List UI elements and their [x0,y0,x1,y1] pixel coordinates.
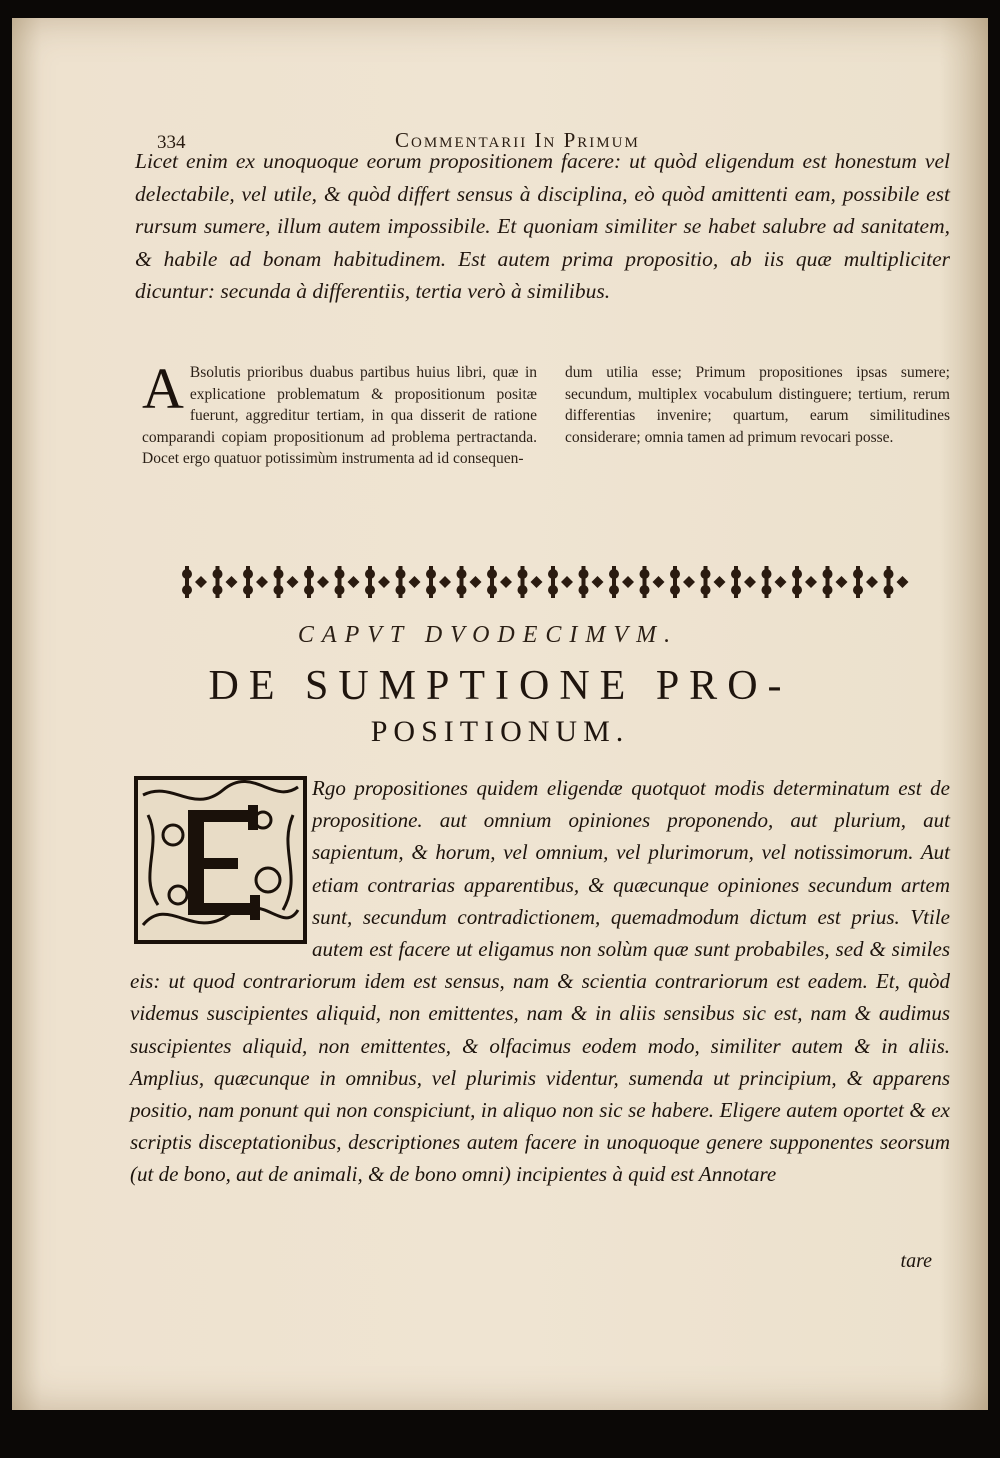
commentary-left-text: Bsolutis prioribus duabus partibus huius libri, quæ in explicatione problematum & propositionum positæ fuerunt, aggreditur tertiam, in qua disserit de ratione comparandi copiam propositionum ad problema pertractanda. Docet ergo quatuor potissimùm instrumenta ad id consequen- [142,364,537,467]
ornament-unit [365,566,390,598]
ornament-unit [487,566,512,598]
ornament-unit [243,566,268,598]
catchword: tare [900,1250,932,1272]
ornament-unit [762,566,787,598]
ornament-unit [335,566,360,598]
page-number: 334 [157,132,186,153]
ornament-unit [701,566,726,598]
ornament-unit [853,566,878,598]
ornament-unit [640,566,665,598]
chapter-title-line1: DE SUMPTIONE PRO- [208,663,792,709]
ornament-unit [213,566,238,598]
ornament-unit [792,566,817,598]
ornament-unit [670,566,695,598]
ornament-unit [182,566,207,598]
ornament-unit [884,566,909,598]
commentary-right-column: dum utilia esse; Primum propositiones ipsas sumere; secundum, multiplex vocabulum distinguere; tertium, rerum differentias invenire; quartum, earum similitudines considerare; omnia tamen ad primum revocari posse. [565,364,950,446]
main-text-body: Rgo propositiones quidem eligendæ quotquot modis determinatum est de propositione. aut omnium opiniones proponendo, aut plurium, aut sapientum, & horum, vel omnium, vel plurimorum, vel notissimorum. Aut etiam contrarias apparentibus, & quæcunque opiniones secundum artem sunt, secundum contradictionem, quemadmodum dictum est prius. Vtile autem est facere ut eligamus non solùm quæ sunt probabiles, sed & similes eis: ut quod contrariorum idem est sensus, nam & scientia contrariorum est eadem. Et, quòd videmus suscipientes aliquid, non emittentes, nam & in aliis sensibus sic est, nam & audimus suscipientes aliquid, non emittentes, & olfacimus eodem modo, similiter autem & in aliis. Amplius, quæcunque in omnibus, vel plurimis videntur, sumenda ut principium, & apparens positio, nam ponunt qui non conspiciunt, in aliquo non sic se habere. Eligere autem oportet & ex scriptis disceptationibus, descriptiones autem facere in unoquoque genere supponentes seorsum (ut de bono, aut de animali, & de bono omni) incipientes à quid est Annotare [130,776,950,1187]
ornament-unit [579,566,604,598]
ornament-unit [457,566,482,598]
commentary-initial: A [142,356,184,421]
ornament-unit [396,566,421,598]
ornament-unit [426,566,451,598]
aristotle-text-top: Licet enim ex unoquoque eorum propositionem facere: ut quòd eligendum est honestum vel delectabile, vel utile, & quòd differt sensus à disciplina, eò quòd amittenti eam, possibile est rursum sumere, illum autem impossibile. Et quoniam similiter se habet salubre ad sanitatem, & habile ad bonam habitudinem. Est autem prima propositio, ab iis quæ multipliciter dicuntur: secunda à differentiis, tertia verò à similibus. [135,149,950,303]
ornament-unit [609,566,634,598]
decorative-border-ornament [175,562,910,602]
chapter-label: CAPVT DVODECIMVM. [297,622,679,648]
decorated-initial-e-image [133,775,308,945]
chapter-title-line2: POSITIONUM. [370,715,630,748]
ornament-unit [518,566,543,598]
ornament-unit [548,566,573,598]
ornament-unit [304,566,329,598]
running-title: Commentarii In Primum [395,128,640,152]
ornament-unit [823,566,848,598]
ornament-unit [731,566,756,598]
ornament-unit [274,566,299,598]
commentary-left-column [142,356,537,470]
